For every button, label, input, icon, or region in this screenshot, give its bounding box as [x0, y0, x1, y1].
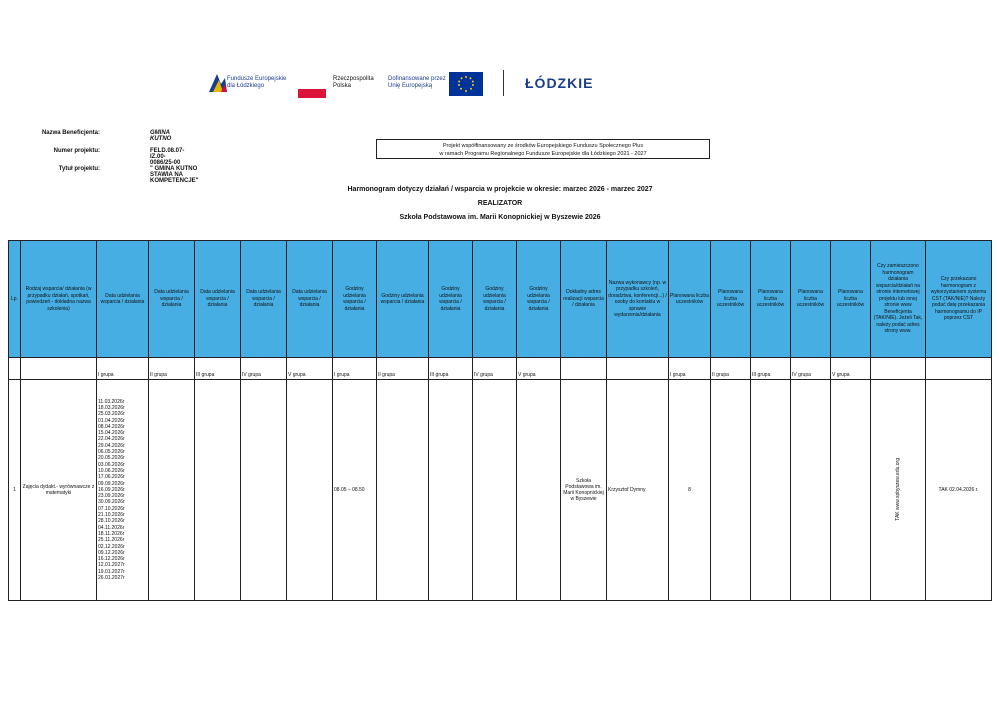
lodzkie-logo: ŁÓDZKIE: [525, 75, 594, 91]
group-cell: IV grupa: [791, 358, 831, 380]
contractor-cell: Krzysztof Dymny: [607, 380, 669, 601]
date-item: 03.06.2026r: [98, 461, 125, 468]
date-item: 21.10.2026r: [98, 512, 125, 519]
group-cell: I grupa: [97, 358, 149, 380]
header-cell: Data udzielania wsparcia / działania: [195, 241, 241, 358]
header-cell: Dokładny adres realizacji wsparcia / działania: [561, 241, 607, 358]
group-cell: [561, 358, 607, 380]
cofinance-box: [376, 139, 710, 159]
date-item: 04.11.2026r: [98, 524, 125, 531]
hours-cell: 08.05 – 08.50: [333, 380, 377, 601]
date-item: 26.01.2027r: [98, 575, 125, 581]
date-item: 08.04.2026r: [98, 423, 125, 430]
date-item: 30.09.2026r: [98, 499, 125, 506]
date-item: 25.11.2026r: [98, 537, 125, 544]
header-cell: Data udzielania wsparcia / działania: [97, 241, 149, 358]
group-cell: II grupa: [149, 358, 195, 380]
header-cell: Godziny udzielania wsparcia / działania: [517, 241, 561, 358]
schedule-table: [8, 240, 991, 600]
date-item: 09.12.2026r: [98, 549, 125, 556]
header-cell: Lp.: [9, 241, 21, 358]
header-cell: Rodzaj wsparcia/ działania (w przypadku działań, spotkań, powiedzeń - dokładna nazwa szkolenia): [21, 241, 97, 358]
website-text: TAK www.spbyszew.edu.org: [895, 457, 901, 521]
group-cell: [9, 358, 21, 380]
empty-cell: [149, 380, 195, 601]
group-cell: I grupa: [669, 358, 711, 380]
eu-flag-icon: [449, 72, 483, 96]
header-row: [9, 241, 992, 358]
group-cell: V grupa: [831, 358, 871, 380]
empty-cell: [195, 380, 241, 601]
date-item: 09.09.2026r: [98, 480, 125, 487]
row-number: 1: [9, 380, 21, 601]
date-item: 02.12.2026r: [98, 543, 125, 550]
date-item: 19.01.2027r: [98, 568, 125, 575]
polish-flag-icon: [298, 80, 326, 98]
date-item: 18.11.2026r: [98, 530, 125, 537]
date-item: 01.04.2026r: [98, 417, 125, 424]
project-title-label: Tytuł projektu:: [58, 166, 100, 172]
header-cell: Planowana liczba uczestników: [711, 241, 751, 358]
beneficiary-value: GMINA KUTNO: [150, 130, 172, 142]
fundusze-europejskie-text: Fundusze Europejskie dla Łódzkiego: [227, 76, 287, 89]
header-cell: Planowana liczba uczestników: [791, 241, 831, 358]
group-cell: [607, 358, 669, 380]
empty-cell: [429, 380, 473, 601]
empty-cell: [287, 380, 333, 601]
date-item: 29.04.2026r: [98, 442, 125, 449]
beneficiary-label: Nazwa Beneficjenta:: [41, 130, 100, 136]
header-cell: Planowana liczba uczestników: [751, 241, 791, 358]
group-cell: I grupa: [333, 358, 377, 380]
empty-cell: [831, 380, 871, 601]
group-cell: III grupa: [751, 358, 791, 380]
header-cell: Data udzielania wsparcia / działania: [241, 241, 287, 358]
group-cell: V grupa: [287, 358, 333, 380]
empty-cell: [711, 380, 751, 601]
group-cell: IV grupa: [473, 358, 517, 380]
group-cell: II grupa: [377, 358, 429, 380]
table-row: [9, 380, 992, 601]
group-cell: V grupa: [517, 358, 561, 380]
group-cell: IV grupa: [241, 358, 287, 380]
date-item: 20.05.2026r: [98, 455, 125, 462]
eu-cofinance-text: Dofinansowane przez Unię Europejską: [388, 76, 446, 89]
date-item: 22.04.2026r: [98, 436, 125, 443]
date-item: 10.06.2026r: [98, 467, 125, 474]
header-cell: Godziny udzielania wsparcia / działania: [473, 241, 517, 358]
empty-cell: [517, 380, 561, 601]
date-item: 23.09.2026r: [98, 493, 125, 500]
group-cell: [21, 358, 97, 380]
project-title-value: " GMINA KUTNO STAWIA NA KOMPETENCJE": [150, 166, 199, 184]
header-cell: Czy zamieszczono harmonogram działania wsparcia/działań na stronie internetowej projektu lub innej stronie www Beneficjenta (TAK/NIE). Jeżeli Tak, należy podać adres strony www.: [871, 241, 926, 358]
group-cell: III grupa: [429, 358, 473, 380]
logo-strip: [205, 68, 605, 102]
date-item: 07.10.2026r: [98, 505, 125, 512]
date-item: 11.03.2026r: [98, 398, 125, 405]
date-item: 16.09.2026r: [98, 486, 125, 493]
date-item: 25.03.2026r: [98, 411, 125, 418]
support-type: Zajęcia dydakt.- wyrównawcze z matematyki: [21, 380, 97, 601]
header-cell: Godziny udzielania wsparcia / działania: [377, 241, 429, 358]
cst-cell: TAK 02.04.2026 r.: [926, 380, 992, 601]
group-cell: III grupa: [195, 358, 241, 380]
group-cell: [926, 358, 992, 380]
header-cell: Godziny udzielania wsparcia / działania: [429, 241, 473, 358]
participants-cell: 8: [669, 380, 711, 601]
website-cell: [871, 380, 926, 601]
header-cell: Planowana liczba uczestników: [669, 241, 711, 358]
empty-cell: [473, 380, 517, 601]
project-number-value: FELD.08.07-IZ.00-0086/25-00: [150, 148, 185, 166]
date-item: 06.05.2026r: [98, 449, 125, 456]
header-cell: Data udzielania wsparcia / działania: [149, 241, 195, 358]
schedule-title: Harmonogram dotyczy działań / wsparcia w projekcie w okresie: marzec 2026 - marzec 2027: [347, 186, 653, 193]
date-item: 16.12.2026r: [98, 556, 125, 563]
empty-cell: [377, 380, 429, 601]
empty-cell: [241, 380, 287, 601]
logo-divider: [503, 70, 504, 96]
date-item: 12.01.2027r: [98, 562, 125, 569]
dates-cell: [97, 380, 149, 601]
school-title: Szkoła Podstawowa im. Marii Konopnickiej w Byszewie 2026: [399, 214, 601, 221]
cofinance-line-2: w ramach Programu Regionalnego Fundusze Europejskie dla Łódzkiego 2021 - 2027: [439, 151, 647, 157]
header-cell: Czy przekazano harmonogram z wykorzystaniem systemu CST (TAK/NIE)? Należy podać datę przekazania harmonogramu do IP poprzez CST: [926, 241, 992, 358]
header-cell: Nazwa wykonawcy (np. w przypadku szkoleń, doradztwa, konferencji...) / osoby do kontaktu w sprawie wydarzenia/działania: [607, 241, 669, 358]
group-row: [9, 358, 992, 380]
header-cell: Planowana liczba uczestników: [831, 241, 871, 358]
date-item: 17.06.2026r: [98, 474, 125, 481]
date-item: 28.10.2026r: [98, 518, 125, 525]
empty-cell: [791, 380, 831, 601]
address-cell: Szkoła Podstawowa im. Marii Konopnickiej w Byszewie: [561, 380, 607, 601]
realizator-title: REALIZATOR: [477, 200, 523, 207]
rzeczpospolita-text: Rzeczpospolita Polska: [333, 76, 374, 89]
group-cell: [871, 358, 926, 380]
group-cell: II grupa: [711, 358, 751, 380]
header-cell: Godziny udzielania wsparcia / działania: [333, 241, 377, 358]
cofinance-line-1: Projekt współfinansowany ze środków Europejskiego Funduszu Społecznego Plus: [442, 143, 644, 149]
date-item: 15.04.2026r: [98, 430, 125, 437]
project-number-label: Numer projektu:: [53, 148, 100, 154]
date-item: 18.03.2026r: [98, 404, 125, 411]
dates-list: [98, 399, 147, 582]
header-cell: Data udzielania wsparcia / działania: [287, 241, 333, 358]
empty-cell: [751, 380, 791, 601]
